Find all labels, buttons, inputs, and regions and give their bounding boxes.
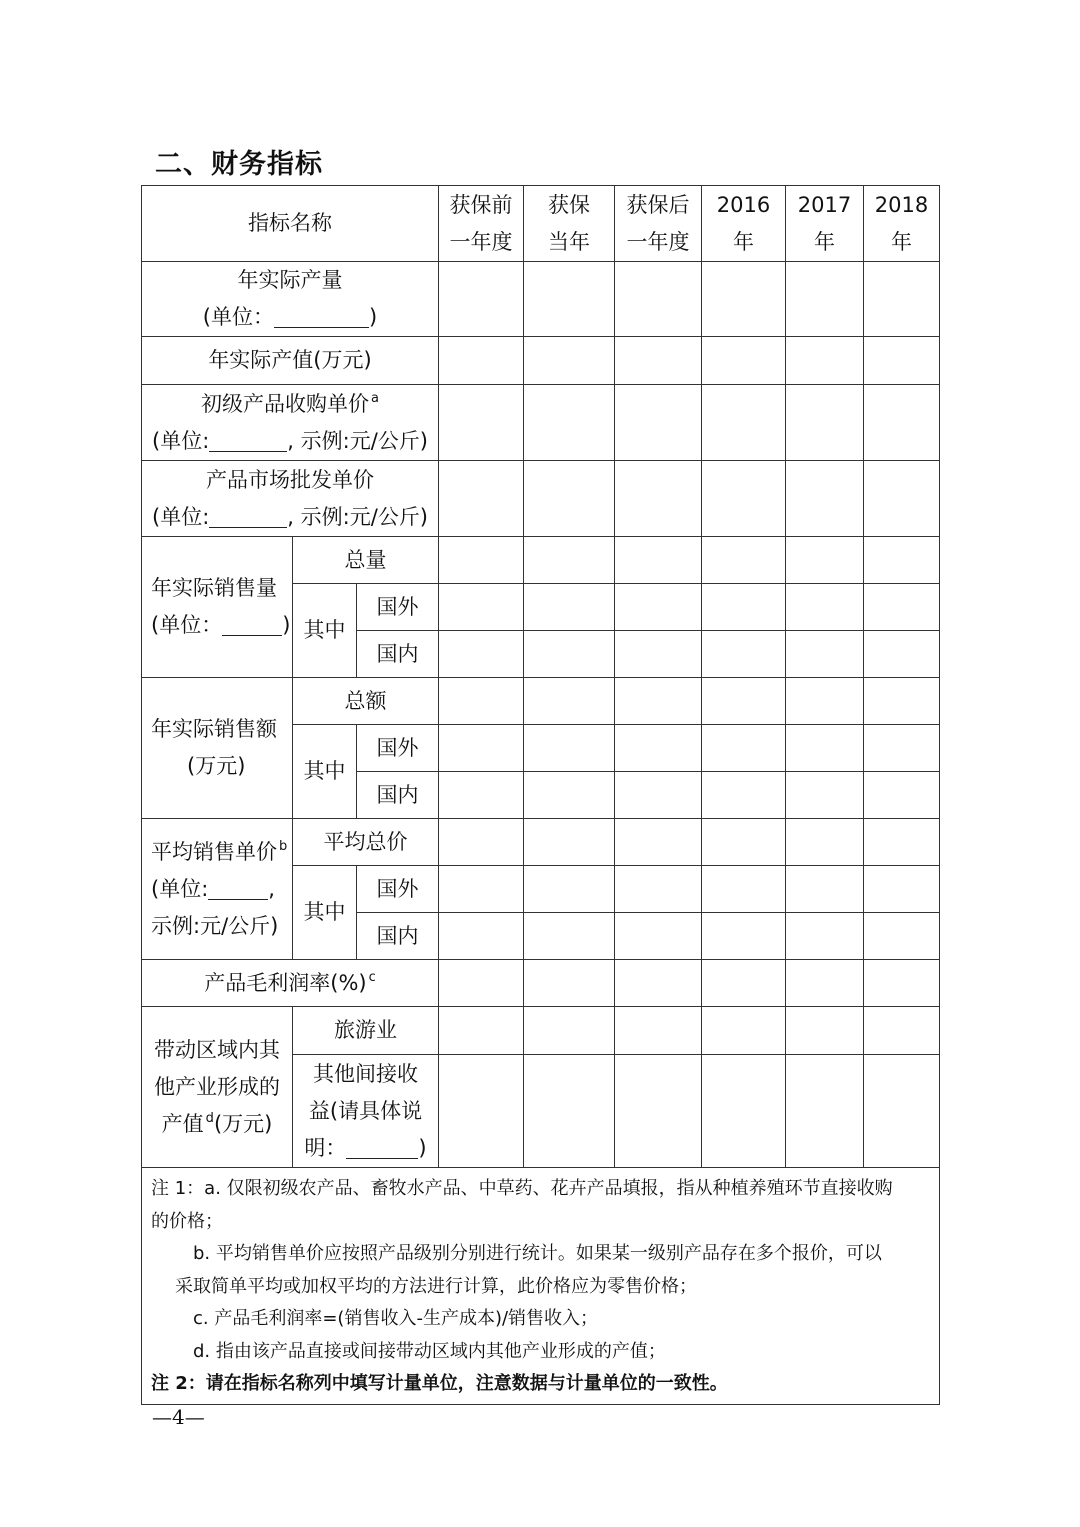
data-cell[interactable] <box>615 631 702 678</box>
data-cell[interactable] <box>786 772 864 819</box>
table-row <box>142 262 940 337</box>
data-cell[interactable] <box>524 866 615 913</box>
data-cell[interactable] <box>864 461 940 537</box>
data-cell[interactable] <box>702 678 786 725</box>
row-label-regional-industry-value: 带动区域内其 他产业形成的 产值 $^d$(万元) <box>142 1007 293 1168</box>
data-cell[interactable] <box>786 337 864 385</box>
unit-blank-field[interactable] <box>209 505 287 528</box>
data-cell[interactable] <box>786 631 864 678</box>
row-label-purchase-price: 初级产品收购单价 $^a$ (单位: , 示例:元/公斤) <box>142 385 439 461</box>
table-header-row <box>142 186 940 262</box>
data-cell[interactable] <box>864 819 940 866</box>
row-label-wholesale-price: 产品市场批发单价 (单位: , 示例:元/公斤) <box>142 461 439 537</box>
unit-blank-field[interactable] <box>274 305 369 328</box>
data-cell[interactable] <box>439 725 524 772</box>
row-label-output-value: 年实际产值(万元) <box>142 337 439 385</box>
sub-label-abroad: 国外 <box>357 725 439 772</box>
data-cell[interactable] <box>524 385 615 461</box>
data-cell[interactable] <box>864 337 940 385</box>
data-cell[interactable] <box>702 772 786 819</box>
data-cell[interactable] <box>615 1055 702 1168</box>
data-cell[interactable] <box>702 1007 786 1055</box>
data-cell[interactable] <box>439 1007 524 1055</box>
note-b-line-2: 采取简单平均或加权平均的方法进行计算，此价格应为零售价格； <box>175 1275 697 1297</box>
notes-cell <box>142 1168 940 1405</box>
data-cell[interactable] <box>439 385 524 461</box>
row-label-gross-margin: 产品毛利润率(%) $^c$ <box>142 960 439 1007</box>
data-cell[interactable] <box>439 913 524 960</box>
data-cell[interactable] <box>439 866 524 913</box>
table-row <box>142 960 940 1007</box>
data-cell[interactable] <box>864 1007 940 1055</box>
data-cell[interactable] <box>439 772 524 819</box>
data-cell[interactable] <box>615 385 702 461</box>
data-cell[interactable] <box>524 537 615 584</box>
data-cell[interactable] <box>439 337 524 385</box>
note-a-line-1: 注 1：a. 仅限初级农产品、畜牧水产品、中草药、花卉产品填报，指从种植养殖环节直接收购 <box>151 1178 893 1199</box>
sub-label-total: 总额 <box>293 678 439 725</box>
header-period-cell: 2017 年 <box>786 186 864 262</box>
sub-label-domestic: 国内 <box>357 913 439 960</box>
table-row <box>142 385 940 461</box>
header-period-cell: 2018 年 <box>864 186 940 262</box>
data-cell[interactable] <box>702 385 786 461</box>
row-label-sales-volume: 年实际销售量 (单位： ) <box>142 537 293 678</box>
data-cell[interactable] <box>864 537 940 584</box>
data-cell[interactable] <box>615 725 702 772</box>
note-d: d. 指由该产品直接或间接带动区域内其他产业形成的产值； <box>193 1340 666 1362</box>
data-cell[interactable] <box>786 385 864 461</box>
data-cell[interactable] <box>524 819 615 866</box>
data-cell[interactable] <box>439 584 524 631</box>
data-cell[interactable] <box>615 1007 702 1055</box>
data-cell[interactable] <box>786 819 864 866</box>
note-c: c. 产品毛利润率=(销售收入-生产成本)/销售收入； <box>193 1308 599 1329</box>
sub-label-other-indirect-income: 其他间接收 益(请具体说 明： ) <box>293 1055 439 1168</box>
data-cell[interactable] <box>615 913 702 960</box>
data-cell[interactable] <box>702 725 786 772</box>
unit-blank-field[interactable] <box>222 613 282 636</box>
header-indicator-name: 指标名称 <box>142 186 439 262</box>
sub-label-tourism: 旅游业 <box>293 1007 439 1055</box>
sub-label-domestic: 国内 <box>357 631 439 678</box>
sub-label-total: 总量 <box>293 537 439 584</box>
notes-row <box>142 1168 940 1405</box>
table-row <box>142 461 940 537</box>
data-cell[interactable] <box>615 866 702 913</box>
sub-label-of-which: 其中 <box>293 866 357 960</box>
specify-blank-field[interactable] <box>346 1136 418 1159</box>
data-cell[interactable] <box>439 537 524 584</box>
data-cell[interactable] <box>524 584 615 631</box>
data-cell[interactable] <box>702 337 786 385</box>
data-cell[interactable] <box>702 631 786 678</box>
financial-indicators-table <box>141 185 940 1405</box>
data-cell[interactable] <box>786 1055 864 1168</box>
data-cell[interactable] <box>786 725 864 772</box>
header-period-cell: 获保前 一年度 <box>439 186 524 262</box>
table-row <box>142 819 940 866</box>
data-cell[interactable] <box>615 772 702 819</box>
sub-label-abroad: 国外 <box>357 584 439 631</box>
header-period-cell: 2016 年 <box>702 186 786 262</box>
data-cell[interactable] <box>864 385 940 461</box>
data-cell[interactable] <box>786 960 864 1007</box>
sub-label-domestic: 国内 <box>357 772 439 819</box>
data-cell[interactable] <box>524 262 615 337</box>
data-cell[interactable] <box>786 262 864 337</box>
data-cell[interactable] <box>439 1055 524 1168</box>
data-cell[interactable] <box>786 461 864 537</box>
data-cell[interactable] <box>524 1007 615 1055</box>
table-row <box>142 678 940 725</box>
data-cell[interactable] <box>702 913 786 960</box>
data-cell[interactable] <box>864 725 940 772</box>
data-cell[interactable] <box>615 678 702 725</box>
page-number: —4— <box>152 1405 205 1429</box>
data-cell[interactable] <box>439 960 524 1007</box>
data-cell[interactable] <box>702 1055 786 1168</box>
data-cell[interactable] <box>864 960 940 1007</box>
data-cell[interactable] <box>524 772 615 819</box>
unit-blank-field[interactable] <box>209 429 287 452</box>
sub-label-average-total: 平均总价 <box>293 819 439 866</box>
data-cell[interactable] <box>786 1007 864 1055</box>
data-cell[interactable] <box>786 678 864 725</box>
data-cell[interactable] <box>615 960 702 1007</box>
data-cell[interactable] <box>864 678 940 725</box>
data-cell[interactable] <box>702 262 786 337</box>
data-cell[interactable] <box>786 913 864 960</box>
unit-blank-field[interactable] <box>208 877 268 900</box>
sub-label-of-which: 其中 <box>293 725 357 819</box>
table-row <box>142 337 940 385</box>
data-cell[interactable] <box>524 678 615 725</box>
data-cell[interactable] <box>702 866 786 913</box>
data-cell[interactable] <box>439 819 524 866</box>
data-cell[interactable] <box>439 631 524 678</box>
note-2: 注 2：请在指标名称列中填写计量单位，注意数据与计量单位的一致性。 <box>151 1373 728 1394</box>
data-cell[interactable] <box>864 913 940 960</box>
note-b-line-1: b. 平均销售单价应按照产品级别分别进行统计。如果某一级别产品存在多个报价，可以 <box>193 1243 882 1264</box>
section-title: 二、财务指标 <box>155 149 323 180</box>
data-cell[interactable] <box>615 584 702 631</box>
data-cell[interactable] <box>702 960 786 1007</box>
data-cell[interactable] <box>615 461 702 537</box>
data-cell[interactable] <box>615 537 702 584</box>
data-cell[interactable] <box>702 461 786 537</box>
data-cell[interactable] <box>615 819 702 866</box>
data-cell[interactable] <box>615 262 702 337</box>
data-cell[interactable] <box>524 1055 615 1168</box>
data-cell[interactable] <box>524 913 615 960</box>
sub-label-of-which: 其中 <box>293 584 357 678</box>
data-cell[interactable] <box>524 461 615 537</box>
data-cell[interactable] <box>702 819 786 866</box>
data-cell[interactable] <box>864 584 940 631</box>
data-cell[interactable] <box>439 461 524 537</box>
table-row <box>142 1007 940 1055</box>
row-label-average-price: 平均销售单价 $^b$ (单位: , 示例:元/公斤) <box>142 819 293 960</box>
data-cell[interactable] <box>702 537 786 584</box>
data-cell[interactable] <box>524 960 615 1007</box>
table-row <box>142 537 940 584</box>
row-label-annual-output: 年实际产量 (单位： ) <box>142 262 439 337</box>
data-cell[interactable] <box>615 337 702 385</box>
header-period-cell: 获保 当年 <box>524 186 615 262</box>
data-cell[interactable] <box>864 866 940 913</box>
data-cell[interactable] <box>864 262 940 337</box>
note-a-line-2: 的价格； <box>151 1210 223 1232</box>
data-cell[interactable] <box>786 537 864 584</box>
data-cell[interactable] <box>524 725 615 772</box>
data-cell[interactable] <box>864 772 940 819</box>
header-period-cell: 获保后 一年度 <box>615 186 702 262</box>
row-label-sales-amount: 年实际销售额 (万元) <box>142 678 293 819</box>
data-cell[interactable] <box>864 631 940 678</box>
data-cell[interactable] <box>702 584 786 631</box>
data-cell[interactable] <box>864 1055 940 1168</box>
data-cell[interactable] <box>786 584 864 631</box>
data-cell[interactable] <box>524 337 615 385</box>
data-cell[interactable] <box>439 678 524 725</box>
sub-label-abroad: 国外 <box>357 866 439 913</box>
data-cell[interactable] <box>524 631 615 678</box>
data-cell[interactable] <box>439 262 524 337</box>
data-cell[interactable] <box>786 866 864 913</box>
